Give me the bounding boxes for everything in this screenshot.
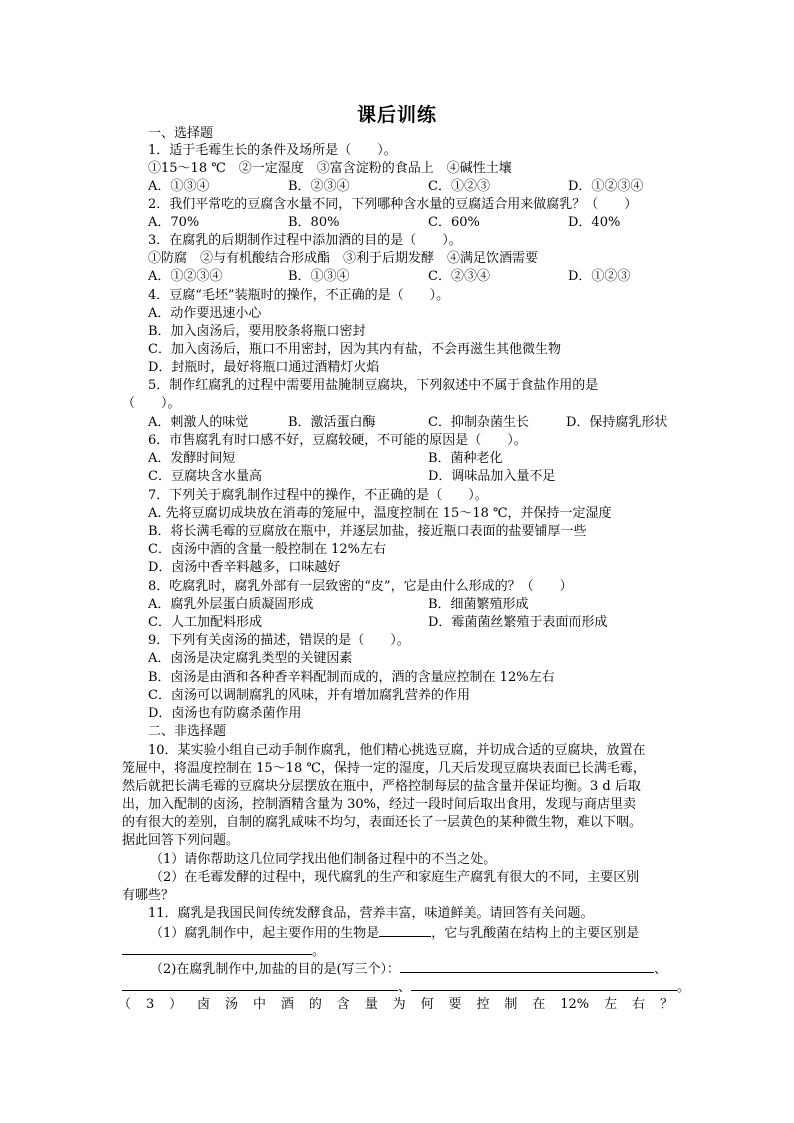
q1-stem: 1．适于毛霉生长的条件及场所是（ ）。 xyxy=(148,143,397,158)
q11-stem: 11．腐乳是我国民间传统发酵食品，营养丰富，味道鲜美。请回答有关问题。 xyxy=(148,906,594,921)
q5-stem-line1: 5．制作红腐乳的过程中需要用盐腌制豆腐块，下列叙述中不属于食盐作用的是 xyxy=(148,378,599,393)
q7-opt-d: D．卤汤中香辛料越多，口味越好 xyxy=(148,560,341,575)
q3-opt-c: C．②③④ xyxy=(428,269,490,284)
q8-opt-d: D．霉菌菌丝繁殖于表面而形成 xyxy=(428,615,608,630)
q2-opt-d: D．40% xyxy=(568,215,621,230)
q5-stem-line2: （ ）。 xyxy=(122,396,181,411)
q2-opt-c: C．60% xyxy=(428,215,480,230)
q10-line1: 10．某实验小组自己动手制作腐乳，他们精心挑选豆腐，并切成合适的豆腐块，放置在 xyxy=(148,743,646,758)
q8-opt-c: C．人工加配料形成 xyxy=(148,615,262,630)
q10-line5: 的有很大的差别，自制的腐乳咸味不均匀，表面还长了一层黄色的某种微生物，难以下咽。 xyxy=(122,815,643,830)
q11-sub2: （2)在腐乳制作中,加盐的目的是(写三个）： 、 xyxy=(150,962,668,977)
q10-line4: 出，加入配制的卤汤，控制酒精含量为 30%，经过一段时间后取出食用，发现与商店里卖 xyxy=(122,797,637,812)
q2-opt-a: A．70% xyxy=(148,215,200,230)
q3-opt-a: A．①②③④ xyxy=(148,269,223,284)
page-title: 课后训练 xyxy=(356,104,437,126)
q5-opt-d: D．保持腐乳形状 xyxy=(566,415,668,430)
q8-opt-a: A．腐乳外层蛋白质凝固形成 xyxy=(148,597,314,612)
q10-sub2-line2: 有哪些？ xyxy=(122,888,175,903)
section-heading-nonchoice: 二、非选择题 xyxy=(148,724,227,739)
q4-opt-d: D．封瓶时，最好将瓶口通过酒精灯火焰 xyxy=(148,360,380,375)
q5-opt-a: A．刺激人的味觉 xyxy=(148,415,249,430)
q6-opt-a: A．发酵时间短 xyxy=(148,451,236,466)
q7-stem: 7．下列关于腐乳制作过程中的操作，不正确的是（ ）。 xyxy=(148,488,488,503)
q11-sub2-cont: 、 。 xyxy=(122,978,690,996)
q1-opt-c: C．①②③ xyxy=(428,179,490,194)
answer-blank xyxy=(400,960,654,973)
q1-opt-d: D．①②③④ xyxy=(568,179,644,194)
q3-opt-b: B．①③④ xyxy=(288,269,350,284)
q1-opt-b: B．②③④ xyxy=(288,179,350,194)
q11-sub3: （ 3 ） 卤 汤 中 酒 的 含 量 为 何 要 控 制 在 12% 左 右 ？ xyxy=(118,997,673,1012)
section-heading-choice: 一、选择题 xyxy=(148,126,214,141)
q8-opt-b: B．细菌繁殖形成 xyxy=(428,597,529,612)
q7-opt-a: A. 先将豆腐切成块放在消毒的笼屉中，温度控制在 15～18 ℃，并保持一定湿度 xyxy=(148,506,612,521)
q9-opt-d: D．卤汤也有防腐杀菌作用 xyxy=(148,706,302,721)
q1-opt-a: A．①③④ xyxy=(148,179,210,194)
q2-opt-b: B．80% xyxy=(288,215,340,230)
q10-sub2-line1: （2）在毛霉发酵的过程中，现代腐乳的生产和家庭生产腐乳有很大的不同，主要区别 xyxy=(150,870,640,885)
q1-items: ①15～18 ℃ ②一定湿度 ③富含淀粉的食品上 ④碱性土壤 xyxy=(148,161,512,176)
q9-stem: 9．下列有关卤汤的描述，错误的是（ ）。 xyxy=(148,633,410,648)
q2-stem: 2．我们平常吃的豆腐含水量不同，下列哪种含水量的豆腐适合用来做腐乳？（ ） xyxy=(148,197,638,212)
q9-opt-c: C．卤汤可以调制腐乳的风味，并有增加腐乳营养的作用 xyxy=(148,688,470,703)
q6-opt-b: B．菌种老化 xyxy=(428,451,503,466)
q3-opt-d: D．①②③ xyxy=(568,269,631,284)
q8-stem: 8．吃腐乳时，腐乳外部有一层致密的“皮”，它是由什么形成的？（ ） xyxy=(148,579,573,594)
q7-opt-c: C．卤汤中酒的含量一般控制在 12%左右 xyxy=(148,542,386,557)
q11-sub1-cont: 。 xyxy=(122,942,325,960)
answer-blank xyxy=(379,924,431,937)
q10-sub1: （1）请你帮助这几位同学找出他们制备过程中的不当之处。 xyxy=(150,852,497,867)
q6-opt-c: C．豆腐块含水量高 xyxy=(148,469,262,484)
q3-stem: 3．在腐乳的后期制作过程中添加酒的目的是（ ）。 xyxy=(148,233,462,248)
q9-opt-a: A．卤汤是决定腐乳类型的关键因素 xyxy=(148,651,353,666)
q5-opt-b: B．激活蛋白酶 xyxy=(288,415,376,430)
q4-opt-a: A．动作要迅速小心 xyxy=(148,306,262,321)
q4-opt-c: C．加入卤汤后，瓶口不用密封，因为其内有盐，不会再滋生其他微生物 xyxy=(148,342,561,357)
q10-line2: 笼屉中，将温度控制在 15～18 ℃，保持一定的湿度，几天后发现豆腐块表面已长满毛霉， xyxy=(122,761,646,776)
q11-sub1: （1）腐乳制作中，起主要作用的生物是 ，它与乳酸菌在结构上的主要区别是 xyxy=(150,926,640,941)
q6-stem: 6．市售腐乳有时口感不好，豆腐较硬，不可能的原因是（ ）。 xyxy=(148,433,527,448)
q4-stem: 4．豆腐“毛坯”装瓶时的操作，不正确的是（ ）。 xyxy=(148,288,450,303)
answer-blank xyxy=(411,978,677,991)
answer-blank xyxy=(122,978,398,991)
answer-blank xyxy=(122,942,312,955)
q5-opt-c: C．抑制杂菌生长 xyxy=(428,415,529,430)
q3-items: ①防腐 ②与有机酸结合形成酯 ③利于后期发酵 ④满足饮酒需要 xyxy=(148,251,539,266)
q6-opt-d: D．调味品加入量不足 xyxy=(428,469,556,484)
q9-opt-b: B．卤汤是由酒和各种香辛料配制而成的，酒的含量应控制在 12%左右 xyxy=(148,670,555,685)
q10-line6: 据此回答下列问题。 xyxy=(122,833,240,848)
q4-opt-b: B．加入卤汤后，要用胶条将瓶口密封 xyxy=(148,324,366,339)
q10-line3: 然后就把长满毛霉的豆腐块分层摆放在瓶中，严格控制每层的盐含量并保证均衡。3 d 后取 xyxy=(122,779,641,794)
q7-opt-b: B．将长满毛霉的豆腐放在瓶中，并逐层加盐，接近瓶口表面的盐要铺厚一些 xyxy=(148,524,587,539)
